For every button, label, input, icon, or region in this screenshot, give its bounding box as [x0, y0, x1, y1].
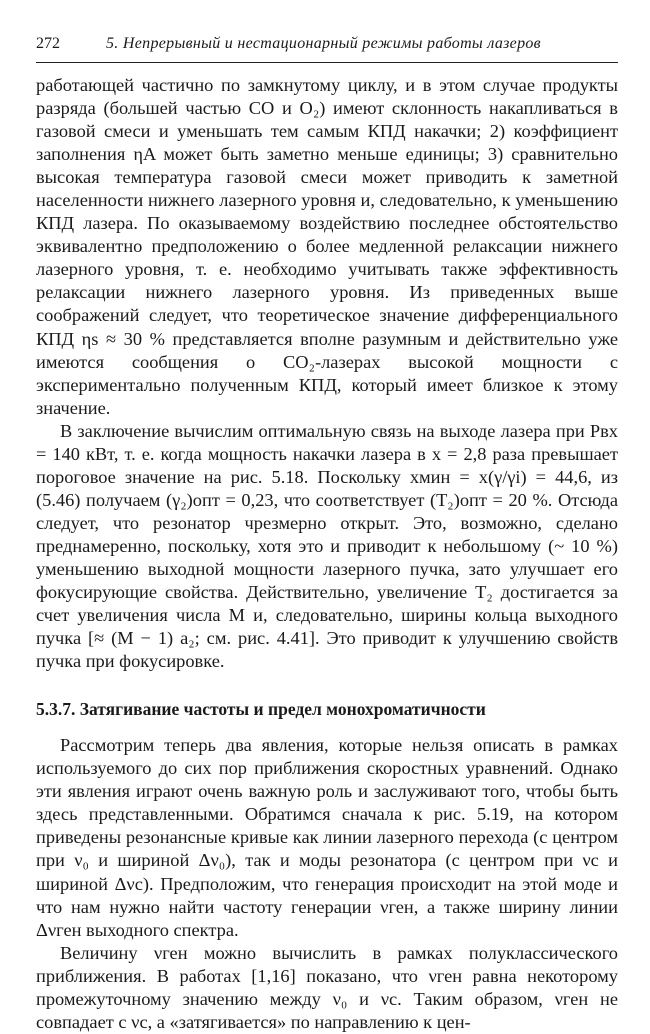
paragraph-1: работающей частично по замкнутому циклу, и в этом случае продукты разряда (большей частью CO и O₂) имеют склонность накапливаться в газовой смеси и уменьшать тем самым КПД накачки; 2) коэффициент заполнения ηA может быть заметно меньше единицы; 3) сравнительно высокая температура газовой смеси может приводить к заметной населенности нижнего лазерного уровня и, следовательно, к уменьшению КПД лазера. По оказываемому воздействию последнее обстоятельство эквивалентно предположению о более медленной релаксации нижнего лазерного уровня, т. е. необходимо учитывать также эффективность релаксации нижнего лазерного уровня. Из приведенных выше соображений следует, что теоретическое значение дифференциального КПД ηs ≈ 30 % представляется вполне разумным и действительно уже имеются сообщения о CO₂-лазерах высокой мощности с экспериментально полученным КПД, который имеет близкое к этому значение. — [36, 75, 618, 418]
paragraph-3: Рассмотрим теперь два явления, которые нельзя описать в рамках используемого до сих пор приближения скоростных уравнений. Однако эти явления играют очень важную роль и заслуживают того, чтобы быть здесь представленными. Обратимся сначала к рис. 5.19, на котором приведены резонансные кривые как линии лазерного перехода (с центром при ν₀ и шириной Δν₀), так и моды резонатора (с центром при νc и шириной Δνc). Предположим, что генерация происходит на этой моде и что нам нужно найти частоту генерации νген, а также ширину линии Δνген выходного спектра. — [36, 735, 618, 940]
paragraph-2: В заключение вычислим оптимальную связь на выходе лазера при Pвх = 140 кВт, т. е. когда мощность накачки лазера в x = 2,8 раза превышает пороговое значение на рис. 5.18. Поскольку xмин = x(γ/γi) = 44,6, из (5.46) получаем (γ₂)опт = 0,23, что соответствует (T₂)опт = 20 %. Отсюда следует, что резонатор чрезмерно открыт. Это, возможно, сделано преднамеренно, поскольку, хотя это и приводит к небольшому (~ 10 %) уменьшению выходной мощности лазерного пучка, зато улучшает его фокусирующие свойства. Действительно, увеличение T₂ достигается за счет увеличения числа M и, следовательно, ширины кольца выходного пучка [≈ (M − 1) a₂; см. рис. 4.41]. Это приводит к улучшению свойств пучка при фокусировке. — [36, 420, 618, 672]
running-title: 5. Непрерывный и нестационарный режимы работы лазеров — [106, 35, 541, 52]
page-body — [36, 74, 618, 1034]
page-number: 272 — [36, 35, 60, 52]
header-rule — [36, 62, 618, 63]
paragraph-4: Величину νген можно вычислить в рамках полуклассического приближения. В работах [1,16] показано, что νген равна некоторому промежуточному значению между ν₀ и νc. Таким образом, νген не совпадает с νc, а «затягивается» по направлению к цен- — [36, 942, 618, 1032]
section-heading: 5.3.7. Затягивание частоты и предел монохроматичности — [36, 699, 486, 720]
running-header — [36, 33, 616, 57]
